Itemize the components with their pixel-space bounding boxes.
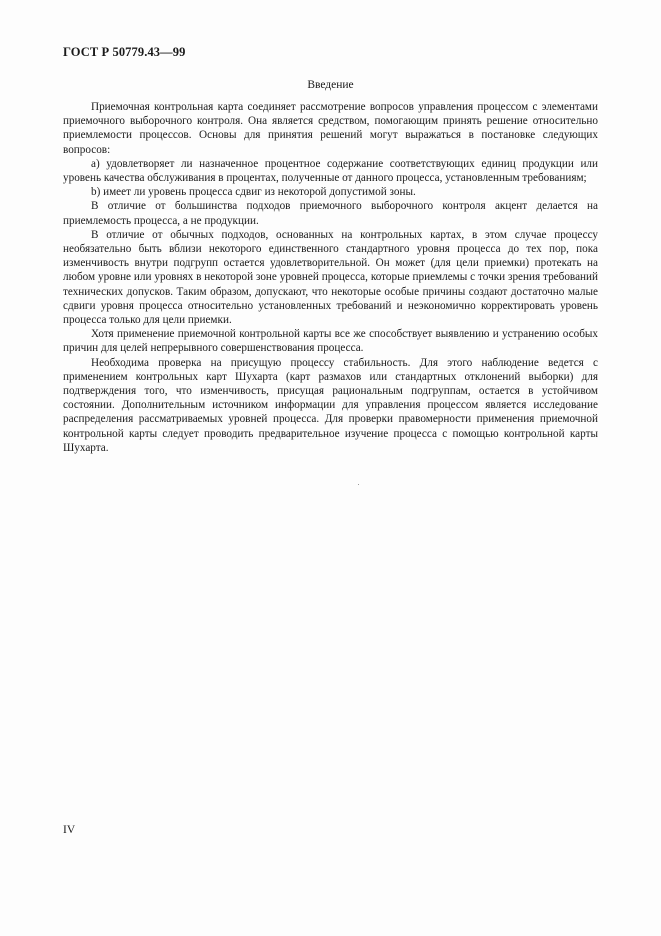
- paragraph-special-causes: Хотя применение приемочной контрольной карты все же способствует выявлению и устранению особых причин для целей непрерывного совершенствования процесса.: [63, 328, 598, 355]
- document-header: ГОСТ Р 50779.43—99: [63, 45, 186, 59]
- paragraph-stability: Необходима проверка на присущую процессу стабильность. Для этого наблюдение ведется с применением контрольных карт Шухарта (карт размахов или стандартных отклонений выборки) для подтверждения того, что изменчивость, присущая рациональным подгруппам, остается в устойчивом состоянии. Дополнительным источником информации для управления процессом является исследование распределения рассматриваемых уровней процесса. Для проверки правомерности применения приемочной контрольной карты следует проводить предварительное изучение процесса с помощью контрольной карты Шухарта.: [63, 356, 598, 454]
- list-item-a: a) удовлетворяет ли назначенное процентное содержание соответствующих единиц продукции или уровень качества обслуживания в процентах, полученные от данного процесса, установленным требованиям;: [63, 157, 598, 185]
- paragraph-acceptance-focus: В отличие от большинства подходов приемочного выборочного контроля акцент делается на приемлемость процесса, а не продукции.: [63, 200, 598, 227]
- body-text: [63, 100, 598, 455]
- paragraph-intro: Приемочная контрольная карта соединяет рассмотрение вопросов управления процессом с элементами приемочного выборочного контроля. Она является средством, помогающим принять решение относительно приемлемости процессов. Основы для принятия решений могут выражаться в постановке следующих вопросов:: [63, 101, 598, 156]
- paragraph-control-charts: В отличие от обычных подходов, основанных на контрольных картах, в этом случае процессу необязательно быть вблизи некоторого единственного стандартного уровня процесса до тех пор, пока изменчивость внутри подгрупп остается удовлетворительной. Он может (для цели приемки) протекать на любом уровне или уровнях в некоторой зоне уровней процесса, которые приемлемы с точки зрения требований технических допусков. Таким образом, допускают, что некоторые особые причины создают достаточно малые сдвиги уровня процесса относительно установленных требований и неэкономично корректировать уровень процесса только для цели приемки.: [63, 228, 598, 327]
- page-number: IV: [63, 824, 76, 836]
- section-title: Введение: [307, 79, 354, 91]
- list-item-b: b) имеет ли уровень процесса сдвиг из некоторой допустимой зоны.: [91, 186, 416, 199]
- scan-speck: [358, 484, 359, 485]
